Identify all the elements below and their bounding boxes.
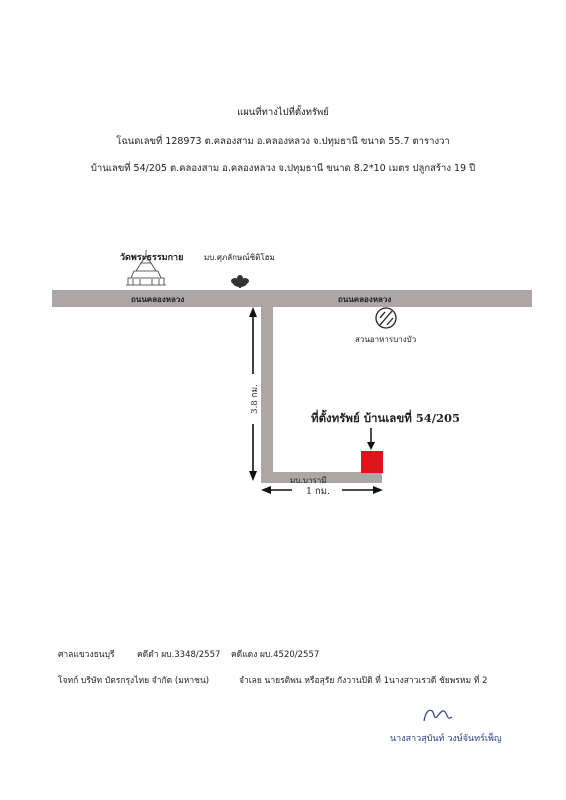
property-marker xyxy=(361,451,383,473)
deed-info-line: โฉนดเลขที่ 128973 ต.คลองสาม อ.คลองหลวง จ.ปทุมธานี ขนาด 55.7 ตารางวา xyxy=(116,136,450,147)
horizontal-distance-label: 1 กม. xyxy=(305,486,331,497)
house-info-line: บ้านเลขที่ 54/205 ต.คลองสาม อ.คลองหลวง จ.ปทุมธานี ขนาด 8.2*10 เมตร ปลูกสร้าง 19 ปี xyxy=(90,163,476,174)
side-road-vertical xyxy=(261,307,273,483)
property-label: ที่ตั้งทรัพย์ บ้านเลขที่ 54/205 xyxy=(311,411,460,425)
signature-scribble xyxy=(418,703,458,727)
restaurant-label: สวนอาหารบางบัว xyxy=(355,335,417,344)
red-case-number: คดีแดง ผบ.4520/2557 xyxy=(231,650,320,660)
plaintiff-line: โจทก์ บริษัท บัตรกรุงไทย จำกัด (มหาชน) xyxy=(58,676,210,686)
black-case-number: คดีดำ ผบ.3348/2557 xyxy=(137,650,221,660)
signer-name: นางสาวสุบันท์ วงษ์จันทร์เพ็ญ xyxy=(390,734,502,744)
restaurant-icon xyxy=(376,308,396,328)
property-pointer-arrow xyxy=(367,428,375,450)
road-label-left: ถนนคลองหลวง xyxy=(131,295,185,304)
temple-label: วัดพระธรรมกาย xyxy=(120,253,184,263)
main-road xyxy=(52,290,532,307)
court-name: ศาลแขวงธนบุรี xyxy=(58,650,115,660)
vertical-distance-label: 3.8 กม. xyxy=(250,384,260,414)
defendant-line: จำเลย นายรติพน หรือสุรัย กังวานปิติ ที่ 1นางสาวเรวดี ชัยพรหม ที่ 2 xyxy=(239,676,488,686)
village-bottom-label: มบ.บารามี xyxy=(290,476,327,485)
village-top-label: มบ.ศุภลักษณ์ชิติโฮม xyxy=(204,253,275,262)
village-tree-icon xyxy=(231,275,249,288)
document-title: แผนที่ทางไปที่ตั้งทรัพย์ xyxy=(237,107,329,118)
road-label-right: ถนนคลองหลวง xyxy=(338,295,392,304)
